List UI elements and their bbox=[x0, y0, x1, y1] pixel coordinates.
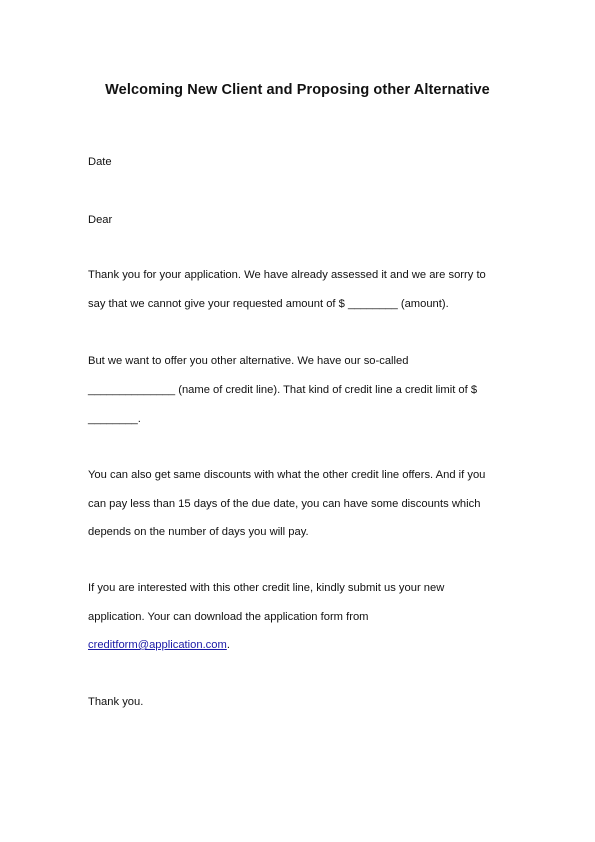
page-title: Welcoming New Client and Proposing other Alternative bbox=[105, 82, 490, 98]
date-label: Date bbox=[88, 156, 112, 168]
closing: Thank you. bbox=[88, 696, 144, 708]
paragraph-2-line-1: But we want to offer you other alternative. We have our so-called bbox=[88, 355, 409, 367]
email-suffix: . bbox=[226, 639, 230, 651]
paragraph-2-line-2: ______________ (name of credit line). That kind of credit line a credit limit of $ bbox=[88, 384, 478, 396]
paragraph-2-line-3: ________. bbox=[88, 413, 141, 425]
paragraph-3-line-3: depends on the number of days you will pay. bbox=[88, 526, 309, 538]
salutation: Dear bbox=[88, 214, 113, 226]
paragraph-3-line-1: You can also get same discounts with what the other credit line offers. And if you bbox=[88, 469, 486, 481]
paragraph-4-line-3 bbox=[88, 639, 230, 651]
paragraph-4-line-2: application. Your can download the application form from bbox=[88, 611, 369, 623]
paragraph-1-line-2: say that we cannot give your requested amount of $ ________ (amount). bbox=[88, 298, 449, 310]
paragraph-1-line-1: Thank you for your application. We have already assessed it and we are sorry to bbox=[88, 269, 486, 281]
paragraph-3-line-2: can pay less than 15 days of the due date, you can have some discounts which bbox=[88, 498, 481, 510]
paragraph-4-line-1: If you are interested with this other credit line, kindly submit us your new bbox=[88, 582, 445, 594]
email-link[interactable]: creditform@application.com bbox=[88, 639, 227, 651]
